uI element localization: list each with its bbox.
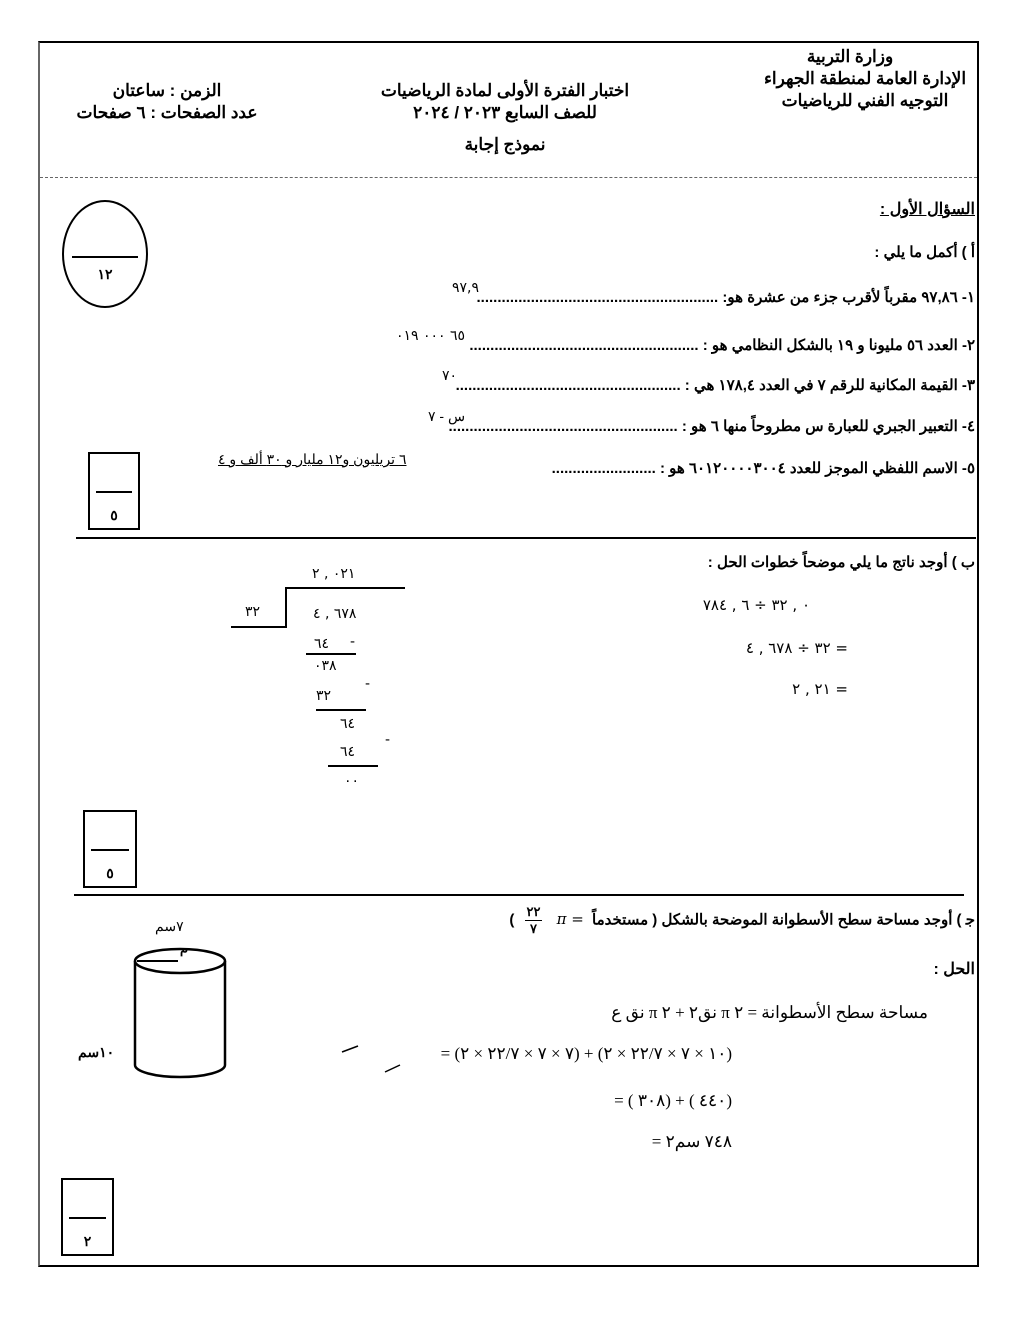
solution-label: الحل : [933, 961, 975, 978]
header-exam-block [340, 80, 670, 156]
division-bar-bottom [231, 626, 287, 628]
item-2-blank[interactable]: ....................................................... [469, 337, 699, 354]
division-line-1 [306, 653, 356, 655]
part-c-title-text: ﺟ ) أوجد مساحة سطح الأسطوانة الموضحة بالشكل ( مستخدماً [592, 911, 975, 929]
division-row-1: ٦٤ [314, 636, 330, 652]
part-b-mark: ٥ [106, 865, 114, 881]
item-5-answer: ٦ تريليون و١٢ مليار و ٣٠ ألف و ٤ [218, 451, 407, 467]
answer-model-label: نموذج إجابة [464, 135, 546, 154]
item-5-blank[interactable]: ......................... [551, 460, 656, 477]
item-5-text: ٥- الاسم اللفظي الموجز للعدد ٦٠١٢٠٠٠٠٣٠٠٤ هو : [655, 460, 975, 477]
page-count: عدد الصفحات : ٦ صفحات [76, 103, 258, 122]
part-a-mark-box [88, 452, 140, 530]
close-paren: ) [509, 911, 515, 929]
height-label: ١٠سم [78, 1044, 115, 1060]
solution-line-2-text: (١٠ × ٧ × ٢٢/٧ × ٢) + (٧ × ٧ × ٢٢/٧ × ٢) = [440, 1044, 732, 1063]
part-b-divider [74, 894, 964, 896]
part-a-item-2 [469, 336, 975, 354]
division-row-4: ٦٤ [340, 716, 356, 732]
cancellation-marks [330, 1036, 490, 1076]
part-b-step-3: ٢١ , ٢ = [792, 680, 848, 698]
part-b-mark-box [83, 810, 137, 888]
part-b-step-2: ٣٢ ÷ ٦٧٨ , ٤ = [745, 639, 848, 657]
mark-line [96, 491, 132, 493]
division-line-3 [328, 765, 378, 767]
division-row-3: ٣٢ [316, 688, 332, 704]
item-3-answer: ٧٠ [442, 368, 458, 384]
mark-line [69, 1217, 106, 1219]
exam-time: الزمن : ساعتان [112, 81, 222, 100]
item-1-text: ١- ٩٧,٨٦ مقرباً لأقرب جزء من عشرة هو: [718, 289, 975, 306]
part-a-title: أ ) أكمل ما يلي : [874, 244, 975, 261]
part-b-step-1: ٠ , ٣٢ ÷ ٦ , ٧٨٤ [702, 596, 810, 614]
cylinder-bottom [135, 1065, 225, 1077]
item-3-text: ٣- القيمة المكانية للرقم ٧ في العدد ١٧٨,٤ هي : [680, 377, 975, 394]
division-bar-top [285, 587, 405, 589]
radius-label: ٧سم [155, 918, 184, 934]
part-a-item-5 [552, 459, 975, 477]
ministry: وزارة التربية [806, 47, 894, 66]
part-c-mark: ٢ [83, 1233, 92, 1249]
question1-title: السؤال الأول : [879, 201, 975, 218]
minus-sign-3: - [385, 732, 391, 748]
header-ministry-block [755, 46, 975, 112]
exam-title: اختبار الفترة الأولى لمادة الرياضيات [380, 81, 630, 100]
item-4-text: ٤- التعبير الجبري للعبارة س مطروحاً منها ٦ هو : [677, 418, 975, 435]
header-divider [40, 177, 977, 178]
division-quotient: ٠٢١ , ٢ [312, 566, 356, 582]
minus-sign-2: - [365, 676, 371, 692]
grade-year: للصف السابع ٢٠٢٣ / ٢٠٢٤ [413, 103, 597, 122]
part-b-title: ب ) أوجد ناتج ما يلي موضحاً خطوات الحل : [707, 554, 975, 571]
division-line-2 [316, 709, 366, 711]
part-a-mark: ٥ [110, 507, 118, 523]
part-a-item-3 [456, 376, 975, 394]
solution-line-4: ٧٤٨ سم٢ = [651, 1132, 732, 1151]
pi-fraction [525, 904, 543, 937]
fraction-numerator: ٢٢ [526, 904, 541, 919]
directorate: الإدارة العامة لمنطقة الجهراء [763, 69, 967, 88]
item-1-blank[interactable]: .......................................................... [476, 289, 719, 306]
solution-line-1: مساحة سطح الأسطوانة = ٢ π نق٢ + ٢ π نق ع [611, 1003, 928, 1022]
item-2-text: ٢- العدد ٥٦ مليونا و ١٩ بالشكل النظامي هو : [698, 337, 975, 354]
cancel-stroke [342, 1046, 358, 1052]
division-dividend: ٦٧٨ , ٤ [313, 606, 357, 622]
item-1-answer: ٩٧,٩ [452, 280, 480, 296]
header-time-block [52, 80, 282, 124]
pi-equals: π = [556, 910, 584, 929]
division-row-5: ٦٤ [340, 744, 356, 760]
part-c-title [509, 904, 975, 937]
fraction-denominator: ٧ [529, 921, 537, 936]
item-4-blank[interactable]: ....................................................... [448, 418, 678, 435]
item-3-blank[interactable]: ...................................................... [455, 377, 681, 394]
part-c-mark-box [61, 1178, 114, 1256]
item-2-answer: ٦٥ ٠٠٠ ٠١٩ [396, 328, 466, 344]
division-row-6: ٠٠ [344, 773, 360, 789]
mark-line [91, 849, 129, 851]
cancel-stroke [385, 1065, 400, 1072]
total-mark-line [72, 256, 138, 258]
minus-sign-1: - [350, 634, 356, 650]
center-label: م [180, 941, 189, 956]
division-divisor: ٣٢ [245, 604, 261, 620]
total-mark-value: ١٢ [97, 266, 113, 282]
solution-line-3: (٤٤٠ ) + (٣٠٨ ) = [614, 1091, 732, 1110]
department: التوجيه الفني للرياضيات [781, 91, 949, 110]
total-mark-ellipse [62, 200, 148, 308]
part-a-divider [76, 537, 976, 539]
division-bar-side [285, 587, 287, 627]
part-a-item-4 [448, 417, 975, 435]
part-a-item-1 [477, 288, 975, 306]
item-4-answer: س - ٧ [428, 408, 466, 424]
division-row-2: ٠٣٨ [314, 658, 337, 674]
